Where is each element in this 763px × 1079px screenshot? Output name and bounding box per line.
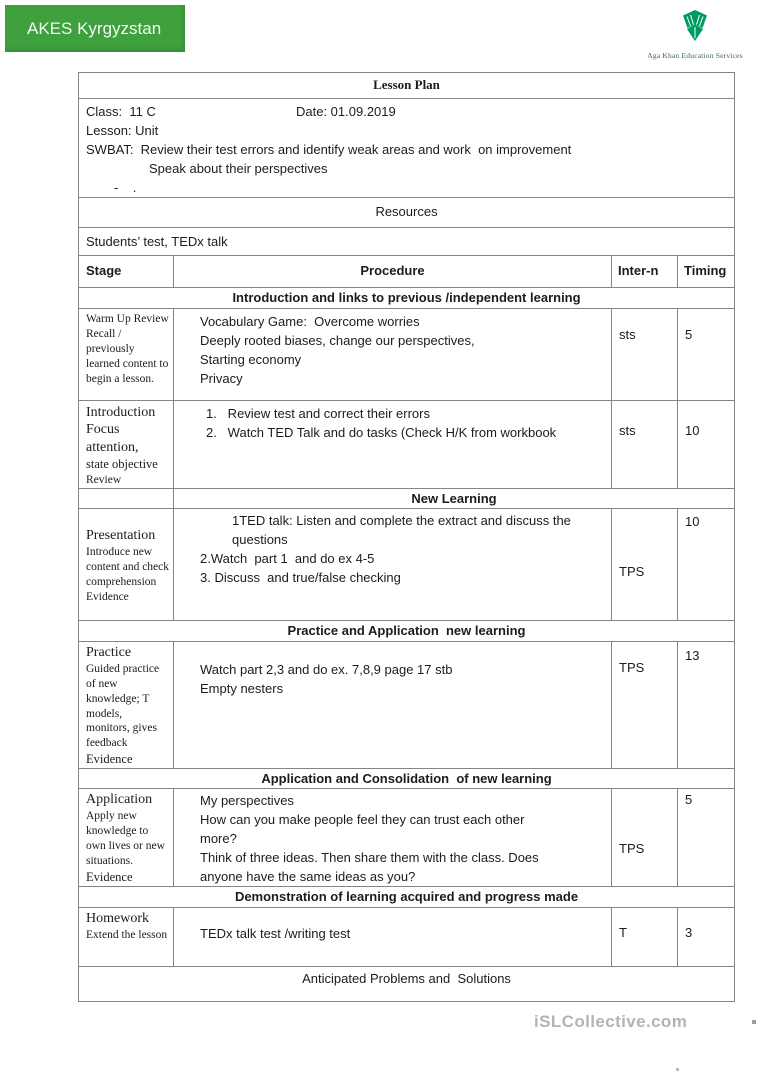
stage-evidence: Evidence	[86, 590, 129, 603]
procedure-line: 2.Watch part 1 and do ex 4-5	[200, 551, 375, 567]
lesson-value: Lesson: Unit	[86, 123, 159, 138]
lesson-plan-table	[78, 72, 735, 1002]
section-practice-application	[79, 621, 735, 642]
section-application-consolidation	[79, 768, 735, 789]
resources-header-row	[79, 198, 735, 228]
stage-title: Warm Up Review	[86, 312, 169, 325]
org-badge-label: AKES Kyrgyzstan	[27, 18, 162, 38]
stage-desc: Extend the lesson	[86, 928, 168, 941]
procedure-line: TEDx talk test /writing test	[200, 926, 351, 942]
section-heading: Demonstration of learning acquired and progress made	[79, 887, 735, 908]
timing-value: 10	[678, 509, 735, 621]
section-demonstration	[79, 887, 735, 908]
intern-value: sts	[612, 400, 678, 488]
timing-value: 13	[678, 642, 735, 768]
stage-title: Introduction	[86, 404, 156, 420]
stage-line: Focus attention,	[86, 422, 139, 455]
procedure-line: 1TED talk: Listen and complete the extract and discuss the	[232, 513, 571, 529]
procedure-line: Think of three ideas. Then share them with the class. Does	[200, 850, 539, 866]
procedure-line: more?	[200, 831, 237, 847]
stage-title: Application	[86, 792, 153, 808]
stage-line: state objective	[86, 457, 158, 472]
row-introduction	[79, 400, 735, 488]
stage-desc: Guided practice of new knowledge; T models, monitors, gives feedback	[86, 662, 162, 750]
swbat-line: SWBAT: Review their test errors and identify weak areas and work on improvement	[86, 142, 572, 157]
empty-stage-cell	[79, 488, 174, 509]
stage-desc: Apply new knowledge to own lives or new situations.	[86, 809, 168, 867]
procedure-line: questions	[232, 532, 288, 548]
section-heading: Application and Consolidation of new learning	[79, 768, 735, 789]
stage-evidence: Evidence	[86, 869, 133, 884]
islcollective-watermark: iSLCollective.com	[534, 1012, 688, 1031]
procedure-line: anyone have the same ideas as you?	[200, 869, 416, 885]
aga-khan-logo	[633, 7, 757, 60]
procedure-line: Vocabulary Game: Overcome worries	[200, 313, 420, 329]
row-warmup	[79, 308, 735, 400]
row-homework	[79, 908, 735, 967]
timing-value: 5	[678, 789, 735, 887]
section-heading: New Learning	[174, 488, 735, 509]
intern-value: sts	[612, 308, 678, 400]
col-procedure: Procedure	[174, 256, 612, 288]
timing-value: 3	[678, 908, 735, 967]
section-new-learning	[79, 488, 735, 509]
col-stage: Stage	[79, 256, 174, 288]
resources-content: Students’ test, TEDx talk	[79, 228, 735, 256]
col-intern: Inter-n	[612, 256, 678, 288]
org-badge	[5, 5, 185, 52]
stage-desc: Introduce new content and check comprehension	[86, 545, 172, 588]
procedure-line: 1. Review test and correct their errors	[206, 405, 430, 421]
dash-line: - .	[114, 180, 137, 195]
stage-evidence: Evidence	[86, 752, 133, 767]
section-heading: Practice and Application new learning	[79, 621, 735, 642]
resources-heading: Resources	[79, 198, 735, 228]
procedure-line: 2. Watch TED Talk and do tasks (Check H/K from workbook	[206, 424, 557, 440]
procedure-line: 3. Discuss and true/false checking	[200, 570, 401, 586]
page-title: Lesson Plan	[79, 73, 735, 99]
row-practice	[79, 642, 735, 768]
resources-content-row	[79, 228, 735, 256]
row-application	[79, 789, 735, 887]
logo-caption: Aga Khan Education Services	[647, 51, 743, 60]
procedure-line: Watch part 2,3 and do ex. 7,8,9 page 17 stb	[200, 662, 453, 678]
date-value: Date: 01.09.2019	[296, 104, 396, 119]
procedure-line: My perspectives	[200, 793, 294, 809]
section-heading: Anticipated Problems and Solutions	[79, 967, 735, 1002]
row-presentation	[79, 509, 735, 621]
intern-value: TPS	[612, 509, 678, 621]
class-value: Class: 11 C	[86, 104, 156, 119]
procedure-line: Starting economy	[200, 351, 302, 367]
section-introduction-links	[79, 288, 735, 309]
procedure-line: Empty nesters	[200, 681, 284, 697]
intern-value: T	[612, 908, 678, 967]
stage-title: Homework	[86, 911, 149, 927]
scan-artifact-dot	[676, 1068, 679, 1071]
stage-desc: Recall / previously learned content to begin a lesson.	[86, 327, 172, 385]
open-book-icon	[674, 7, 716, 45]
stage-title: Practice	[86, 645, 132, 661]
procedure-line: How can you make people feel they can trust each other	[200, 812, 525, 828]
col-timing: Timing	[678, 256, 735, 288]
stage-title: Presentation	[86, 528, 156, 544]
intern-value: TPS	[612, 642, 678, 768]
section-anticipated-problems	[79, 967, 735, 1002]
scan-artifact-dot	[752, 1020, 756, 1024]
title-row	[79, 73, 735, 99]
stage-line: Review	[86, 473, 122, 486]
info-row	[79, 99, 735, 198]
section-heading: Introduction and links to previous /independent learning	[79, 288, 735, 309]
procedure-line: Deeply rooted biases, change our perspectives,	[200, 332, 475, 348]
timing-value: 10	[678, 400, 735, 488]
column-header-row	[79, 256, 735, 288]
timing-value: 5	[678, 308, 735, 400]
swbat-line-2: Speak about their perspectives	[149, 161, 328, 176]
intern-value: TPS	[612, 789, 678, 887]
procedure-line: Privacy	[200, 370, 243, 386]
